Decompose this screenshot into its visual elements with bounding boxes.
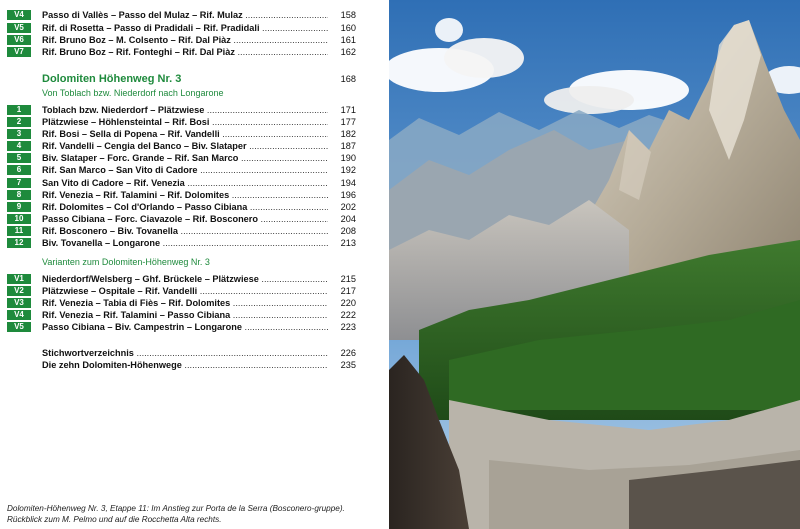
toc-row[interactable] [7, 297, 356, 309]
stage-badge: 12 [7, 238, 31, 248]
toc-page-number: 162 [330, 46, 356, 58]
toc-entry-title: Rif. Venezia – Rif. Talamini – Passo Cibiana ..... [42, 309, 328, 321]
stage-badge: 5 [7, 153, 31, 163]
toc-page-number: 177 [330, 116, 356, 128]
variant-badge: V5 [7, 322, 31, 332]
mountain-photo [389, 0, 800, 529]
toc-row[interactable] [7, 46, 356, 58]
toc-entry-title: Passo Cibiana – Biv. Campestrin – Longarone ..... [42, 321, 328, 333]
toc-entry-title: Niederdorf/Welsberg – Ghf. Brückele – Plätzwiese ..... [42, 273, 328, 285]
toc-entry-title: Rif. Venezia – Tabia di Fiès – Rif. Dolomites ..... [42, 297, 328, 309]
stage-badge: 7 [7, 178, 31, 188]
toc-row[interactable] [7, 321, 356, 333]
toc-row[interactable] [7, 285, 356, 297]
stage-badge: 4 [7, 141, 31, 151]
variant-badge: V4 [7, 10, 31, 20]
toc-entry-title: Rif. Bosi – Sella di Popena – Rif. Vandelli ..... [42, 128, 328, 140]
toc-page-number: 182 [330, 128, 356, 140]
toc-entry-title: Rif. Dolomites – Col d'Orlando – Passo Cibiana ..... [42, 201, 328, 213]
toc-row[interactable] [7, 225, 356, 237]
toc-page-number: 194 [330, 177, 356, 189]
stage-badge: 3 [7, 129, 31, 139]
toc-row[interactable] [7, 128, 356, 140]
stage-badge: 11 [7, 226, 31, 236]
variant-badge: V3 [7, 298, 31, 308]
toc-row[interactable] [7, 34, 356, 46]
toc-row[interactable] [7, 22, 356, 34]
toc-row[interactable] [7, 237, 356, 249]
toc-page-number: 222 [330, 309, 356, 321]
variant-badge: V5 [7, 23, 31, 33]
stage-badge: 8 [7, 190, 31, 200]
section-page-number: 168 [340, 74, 356, 84]
toc-page-number: 215 [330, 273, 356, 285]
toc-row[interactable] [42, 347, 356, 359]
toc-row[interactable] [7, 152, 356, 164]
toc-entry-title: Rif. Vandelli – Cengia del Banco – Biv. Slataper ..... [42, 140, 328, 152]
toc-page-number: 202 [330, 201, 356, 213]
toc-row[interactable] [7, 140, 356, 152]
toc-row[interactable] [7, 104, 356, 116]
toc-page-number: 235 [330, 359, 356, 371]
toc-entry-title: Biv. Tovanella – Longarone ..... [42, 237, 328, 249]
toc-entry-title: Biv. Slataper – Forc. Grande – Rif. San Marco ..... [42, 152, 328, 164]
toc-page-number: 223 [330, 321, 356, 333]
toc-entry-title: San Vito di Cadore – Rif. Venezia ..... [42, 177, 328, 189]
toc-page-number: 187 [330, 140, 356, 152]
toc-entry-title: Rif. Bruno Boz – Rif. Fonteghi – Rif. Dal Piàz ..... [42, 46, 328, 58]
toc-entry-title: Toblach bzw. Niederdorf – Plätzwiese ..... [42, 104, 328, 116]
toc-entry-title: Rif. Bruno Boz – M. Colsento – Rif. Dal Piàz ..... [42, 34, 328, 46]
section-subtitle: Von Toblach bzw. Niederdorf nach Longarone [42, 88, 224, 98]
toc-page-number: 161 [330, 34, 356, 46]
section-title[interactable]: Dolomiten Höhenweg Nr. 3 [42, 73, 182, 85]
toc-entry-title: Plätzwiese – Ospitale – Rif. Vandelli ..... [42, 285, 328, 297]
toc-page-number: 196 [330, 189, 356, 201]
toc-entry-title: Stichwortverzeichnis ..... [42, 347, 328, 359]
toc-page-number: 160 [330, 22, 356, 34]
toc-entry-title: Die zehn Dolomiten-Höhenwege ..... [42, 359, 328, 371]
toc-entry-title: Plätzwiese – Höhlensteintal – Rif. Bosi ..... [42, 116, 328, 128]
toc-entry-title: Rif. Venezia – Rif. Talamini – Rif. Dolomites ..... [42, 189, 328, 201]
toc-page-number: 204 [330, 213, 356, 225]
variants-heading: Varianten zum Dolomiten-Höhenweg Nr. 3 [42, 257, 210, 267]
toc-page-number: 217 [330, 285, 356, 297]
stage-badge: 6 [7, 165, 31, 175]
toc-entry-title: Rif. San Marco – San Vito di Cadore ..... [42, 164, 328, 176]
stage-badge: 10 [7, 214, 31, 224]
table-of-contents [0, 0, 389, 529]
toc-page-number: 226 [330, 347, 356, 359]
toc-page-number: 192 [330, 164, 356, 176]
photo-caption: Dolomiten-Höhenweg Nr. 3, Etappe 11: Im Anstieg zur Porta de la Serra (Bosconero-gruppe). Rückblick zum M. Pelmo und auf die Rocchetta Alta rechts. [7, 504, 345, 524]
toc-row[interactable] [7, 273, 356, 285]
toc-entry-title: Rif. di Rosetta – Passo di Pradidali – Rif. Pradidali ..... [42, 22, 328, 34]
toc-page-number: 190 [330, 152, 356, 164]
stage-badge: 1 [7, 105, 31, 115]
toc-row[interactable] [7, 116, 356, 128]
toc-row[interactable] [7, 164, 356, 176]
toc-page-number: 208 [330, 225, 356, 237]
variant-badge: V4 [7, 310, 31, 320]
toc-row[interactable] [7, 9, 356, 21]
toc-entry-title: Passo di Vallès – Passo del Mulaz – Rif. Mulaz ..... [42, 9, 328, 21]
toc-row[interactable] [7, 309, 356, 321]
toc-page-number: 220 [330, 297, 356, 309]
toc-page-number: 213 [330, 237, 356, 249]
toc-row[interactable] [7, 189, 356, 201]
variant-badge: V7 [7, 47, 31, 57]
stage-badge: 9 [7, 202, 31, 212]
stage-badge: 2 [7, 117, 31, 127]
toc-row[interactable] [7, 177, 356, 189]
toc-entry-title: Rif. Bosconero – Biv. Tovanella ..... [42, 225, 328, 237]
toc-row[interactable] [42, 359, 356, 371]
toc-page-number: 171 [330, 104, 356, 116]
toc-entry-title: Passo Cibiana – Forc. Ciavazole – Rif. Bosconero ..... [42, 213, 328, 225]
variant-badge: V6 [7, 35, 31, 45]
toc-page-number: 158 [330, 9, 356, 21]
toc-row[interactable] [7, 213, 356, 225]
toc-row[interactable] [7, 201, 356, 213]
variant-badge: V1 [7, 274, 31, 284]
variant-badge: V2 [7, 286, 31, 296]
